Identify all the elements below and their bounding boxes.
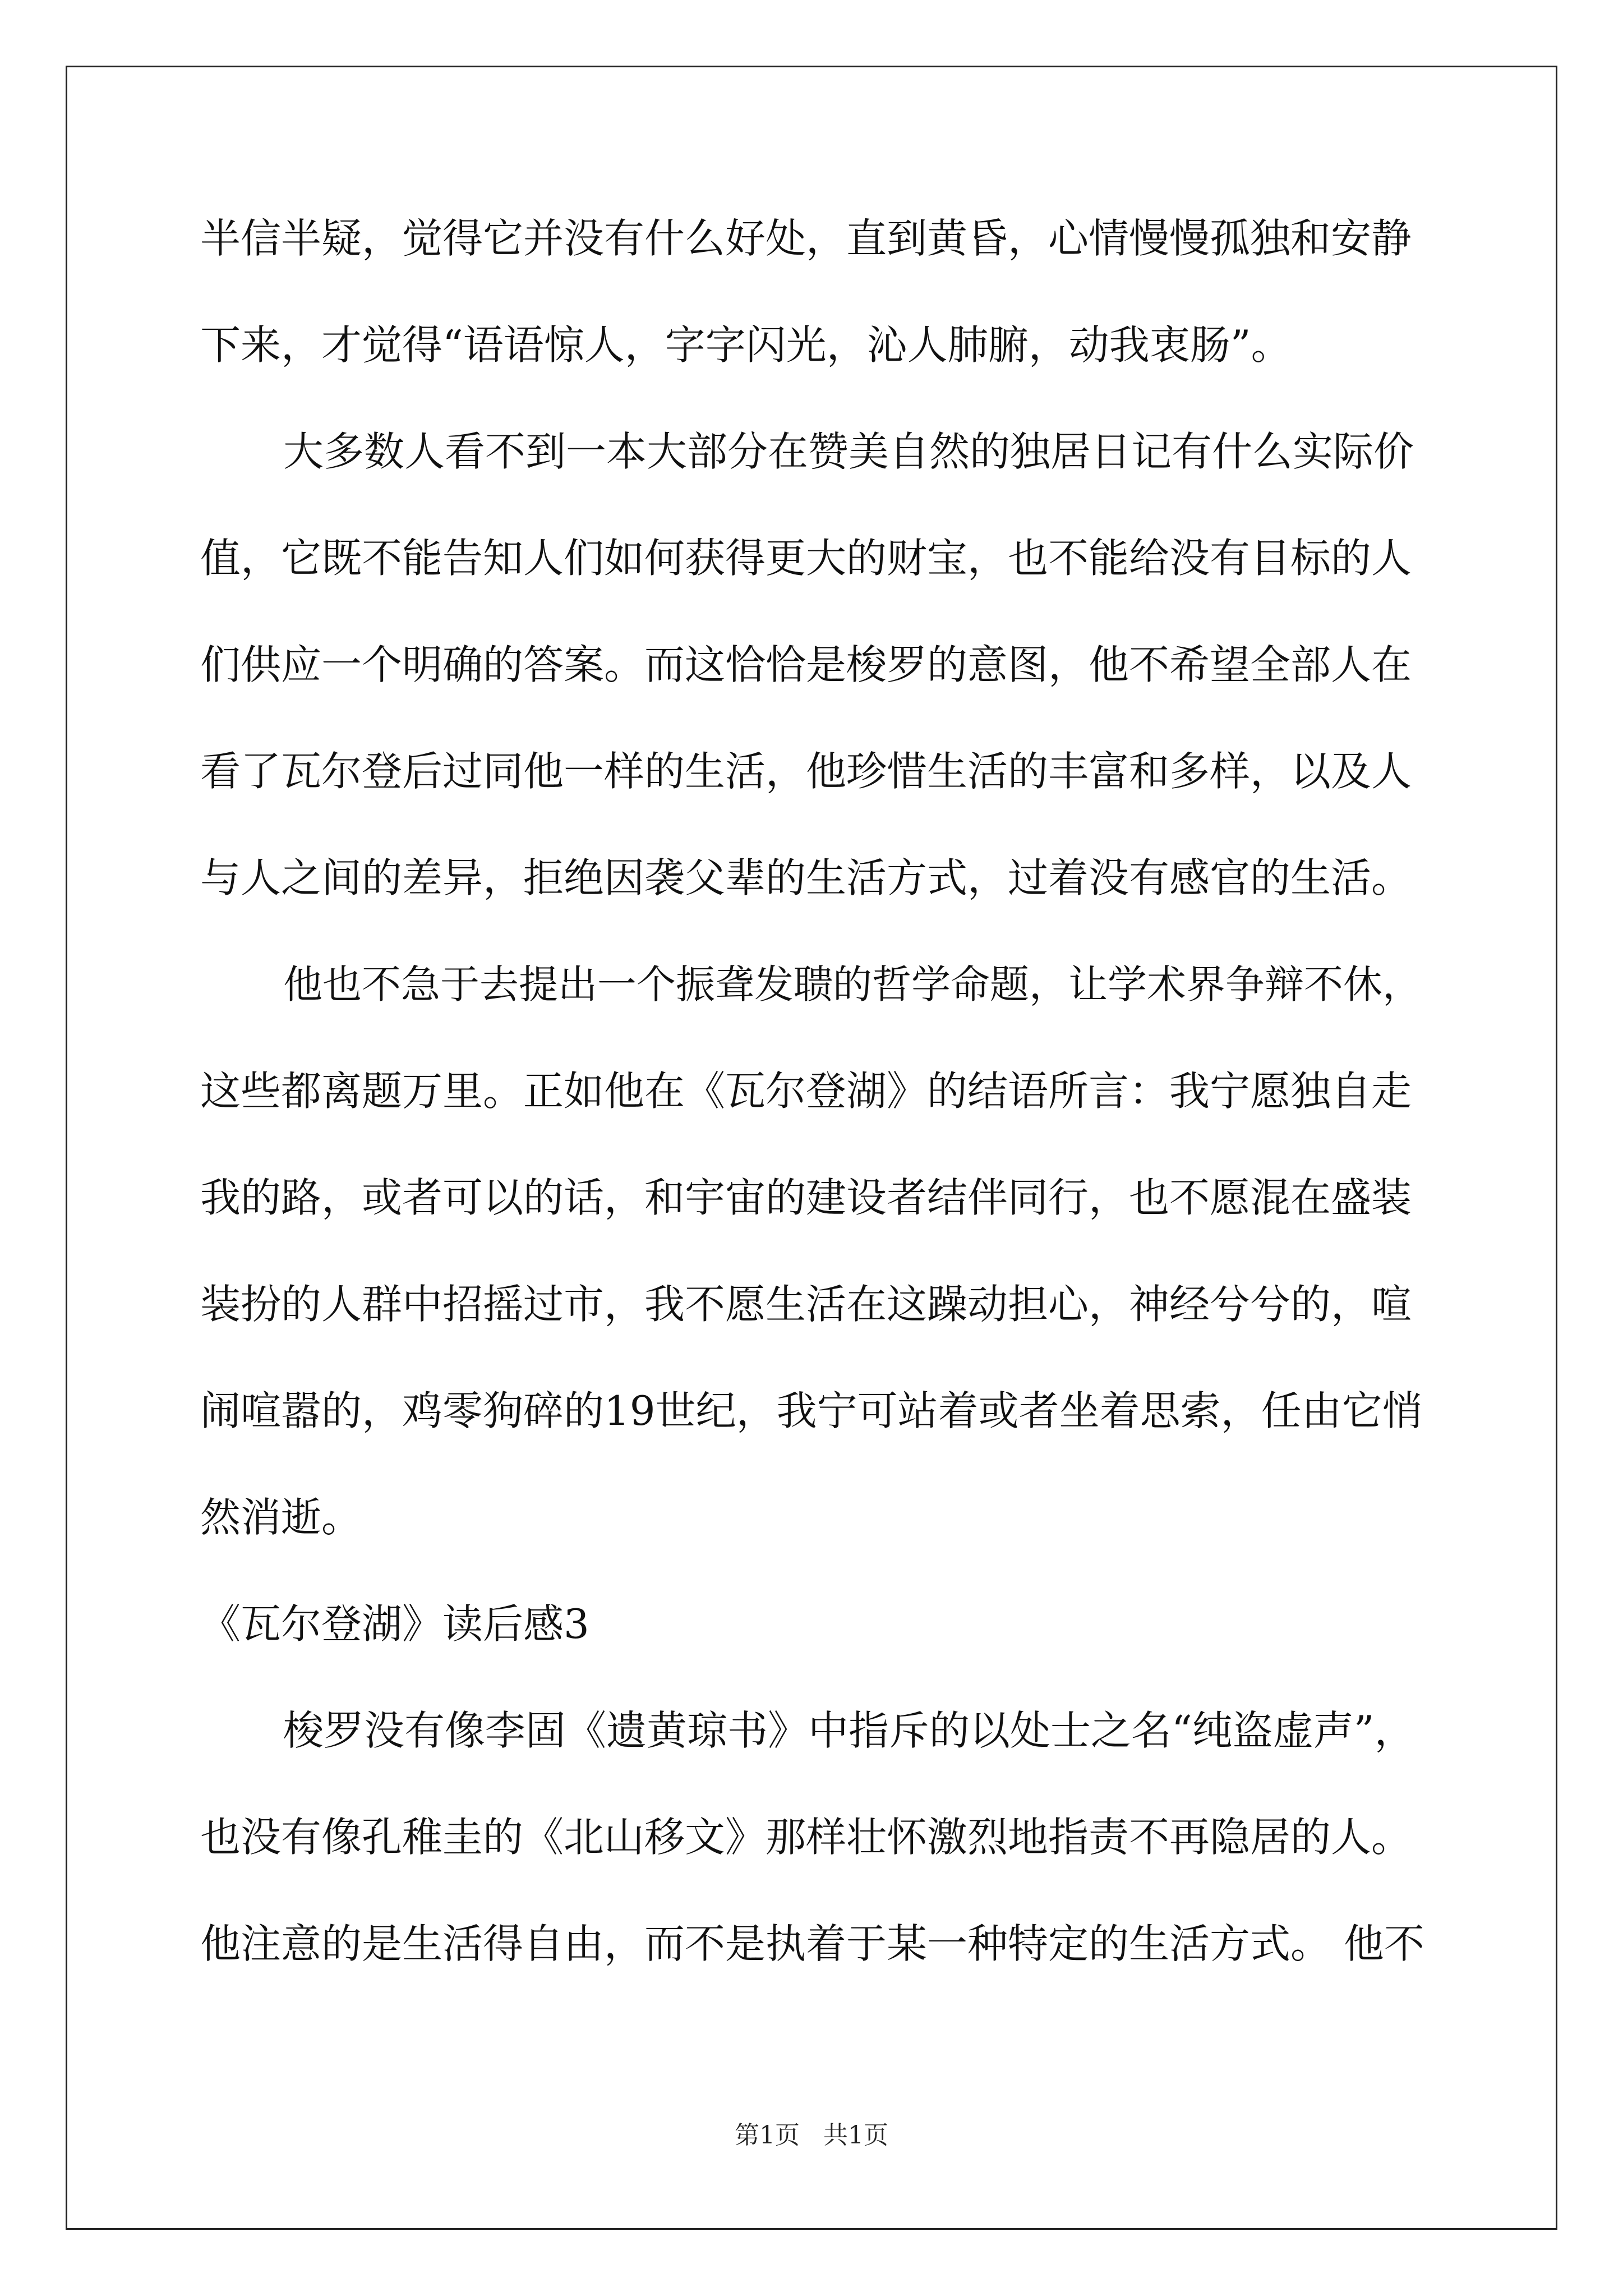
page-number: 第1页 共1页 (735, 2121, 888, 2150)
paragraph-line: 这些都离题万里。正如他在《瓦尔登湖》的结语所言：我宁愿独自走 (200, 1068, 1412, 1115)
paragraph-line: 然消逝。 (200, 1494, 362, 1541)
paragraph-line: 梭罗没有像李固《遗黄琼书》中指斥的以处士之名“纯盗虚声”， (283, 1707, 1415, 1754)
paragraph-line: 与人之间的差异，拒绝因袭父辈的生活方式，过着没有感官的生活。 (200, 854, 1412, 901)
paragraph-line: 他注意的是生活得自由，而不是执着于某一种特定的生活方式。 他不 (200, 1920, 1424, 1967)
paragraph-line: 们供应一个明确的答案。而这恰恰是梭罗的意图，他不希望全部人在 (200, 641, 1412, 688)
paragraph-line: 装扮的人群中招摇过市，我不愿生活在这躁动担心，神经兮兮的，喧 (200, 1281, 1412, 1328)
section-heading: 《瓦尔登湖》读后感3 (200, 1600, 589, 1648)
paragraph-line: 也没有像孔稚圭的《北山移文》那样壮怀激烈地指责不再隐居的人。 (200, 1814, 1412, 1861)
paragraph-line: 半信半疑，觉得它并没有什么好处，直到黄昏，心情慢慢孤独和安静 (200, 215, 1412, 262)
paragraph-line: 看了瓦尔登后过同他一样的生活，他珍惜生活的丰富和多样，以及人 (200, 748, 1412, 795)
page-border (66, 66, 1557, 2230)
paragraph-line: 值，它既不能告知人们如何获得更大的财宝，也不能给没有目标的人 (200, 535, 1412, 582)
paragraph-line: 我的路，或者可以的话，和宇宙的建设者结伴同行，也不愿混在盛装 (200, 1174, 1412, 1221)
paragraph-line: 闹喧嚣的，鸡零狗碎的19世纪，我宁可站着或者坐着思索，任由它悄 (200, 1387, 1423, 1434)
paragraph-line: 下来，才觉得“语语惊人，字字闪光，沁人肺腑，动我衷肠”。 (200, 321, 1292, 369)
paragraph-line: 大多数人看不到一本大部分在赞美自然的独居日记有什么实际价 (283, 428, 1414, 475)
paragraph-line: 他也不急于去提出一个振聋发聩的哲学命题，让学术界争辩不休， (283, 961, 1422, 1007)
